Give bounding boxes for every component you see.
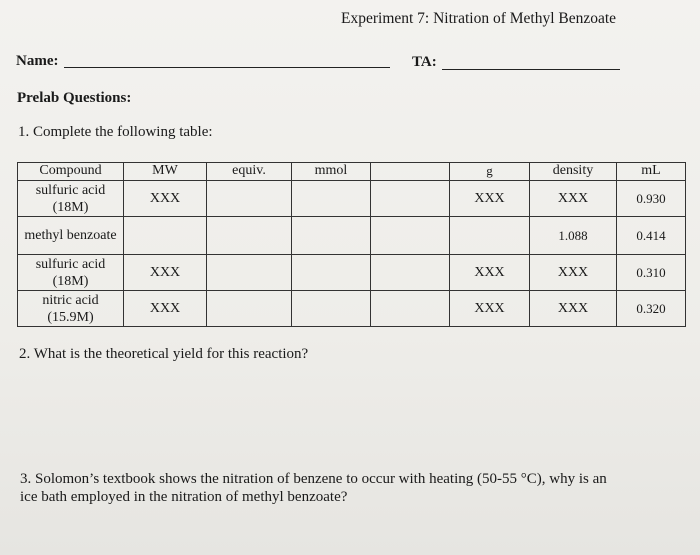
header-g: g <box>450 163 530 181</box>
mw-cell: XXX <box>124 181 207 217</box>
ml-cell: 0.310 <box>617 255 686 291</box>
prelab-heading: Prelab Questions: <box>17 90 132 106</box>
question-2: 2. What is the theoretical yield for this reaction? <box>19 346 309 362</box>
mw-cell: XXX <box>124 291 207 327</box>
name-blank-line <box>64 67 390 68</box>
compound-cell: nitric acid (15.9M) <box>18 291 124 327</box>
name-label: Name: <box>16 53 59 69</box>
g-cell: XXX <box>450 291 530 327</box>
ta-blank-line <box>442 69 620 70</box>
ml-cell: 0.320 <box>617 291 686 327</box>
table-row <box>18 217 686 255</box>
density-cell: XXX <box>530 291 617 327</box>
compound-cell: methyl benzoate <box>18 217 124 255</box>
table-row <box>18 181 686 217</box>
g-cell: XXX <box>450 181 530 217</box>
question-3: 3. Solomon’s textbook shows the nitration of benzene to occur with heating (50-55 °C), why is an ice bath employed in the nitration of methyl benzoate? <box>20 471 607 505</box>
g-cell: XXX <box>450 255 530 291</box>
equiv-cell[interactable] <box>207 255 292 291</box>
header-blank <box>371 163 450 181</box>
compound-cell: sulfuric acid (18M) <box>18 181 124 217</box>
header-equiv: equiv. <box>207 163 292 181</box>
reagent-table <box>17 162 686 327</box>
experiment-title: Experiment 7: Nitration of Methyl Benzoate <box>341 10 617 27</box>
header-ml: mL <box>617 163 686 181</box>
header-compound: Compound <box>18 163 124 181</box>
table-header-row <box>18 163 686 181</box>
density-cell: XXX <box>530 255 617 291</box>
blank-cell <box>371 255 450 291</box>
compound-cell: sulfuric acid (18M) <box>18 255 124 291</box>
density-cell: XXX <box>530 181 617 217</box>
header-mmol: mmol <box>292 163 371 181</box>
equiv-cell[interactable] <box>207 217 292 255</box>
ml-cell: 0.930 <box>617 181 686 217</box>
mmol-cell[interactable] <box>292 291 371 327</box>
mw-cell: XXX <box>124 255 207 291</box>
mmol-cell[interactable] <box>292 181 371 217</box>
equiv-cell[interactable] <box>207 291 292 327</box>
blank-cell <box>371 181 450 217</box>
header-density: density <box>530 163 617 181</box>
density-cell: 1.088 <box>530 217 617 255</box>
equiv-cell[interactable] <box>207 181 292 217</box>
ml-cell: 0.414 <box>617 217 686 255</box>
blank-cell <box>371 217 450 255</box>
mmol-cell[interactable] <box>292 255 371 291</box>
table-row <box>18 291 686 327</box>
blank-cell <box>371 291 450 327</box>
question-1: 1. Complete the following table: <box>18 124 213 140</box>
table-row <box>18 255 686 291</box>
header-mw: MW <box>124 163 207 181</box>
ta-label: TA: <box>412 54 437 70</box>
mw-cell[interactable] <box>124 217 207 255</box>
g-cell[interactable] <box>450 217 530 255</box>
mmol-cell[interactable] <box>292 217 371 255</box>
